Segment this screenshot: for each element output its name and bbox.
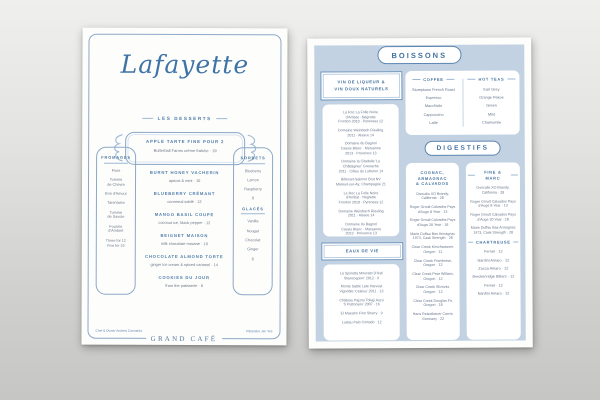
- hot-teas-list: [463, 87, 519, 125]
- fromage-item: Brin d'Amour: [105, 191, 127, 196]
- cognac-armagnac-box: [406, 163, 460, 340]
- dessert-item: [122, 212, 247, 225]
- eaux-de-vie-header: [321, 242, 403, 260]
- cognac-entry: Osocalis XO Brandy, California · 28: [415, 191, 450, 201]
- item-name: BLUEBERRY CRÉMANT: [153, 190, 216, 197]
- chef-credit: Chef & Owner Andrew Carmellini: [95, 328, 143, 333]
- hot-teas-header: [463, 76, 519, 82]
- fromages-title: FROMAGES: [101, 154, 131, 160]
- sorbet-item: Raspberry: [244, 187, 262, 192]
- dash-ornament: [514, 241, 519, 242]
- chartreuse-item: Nardini Amaro · 12: [477, 258, 510, 263]
- dash-ornament: [467, 79, 475, 80]
- coffee-item: Macchiato: [424, 104, 443, 109]
- fromage-item: Tomme de Savoie: [107, 210, 125, 220]
- chartreuse-item: Nardini Amaro · 12: [477, 291, 510, 296]
- chartreuse-item: Zucca Amaro · 12: [478, 266, 509, 271]
- dessert-item: [122, 191, 247, 204]
- tea-item: Mint: [487, 112, 496, 117]
- coffee-section: [405, 77, 461, 130]
- chartreuse-section: [468, 239, 518, 296]
- tea-item: Earl Grey: [483, 87, 500, 92]
- eaux-de-vie-list-box: [323, 264, 399, 340]
- coffee-item: Latte: [429, 121, 438, 126]
- cognac-entry: Clear Creek Douglas Fir, Oregon · 18: [413, 298, 453, 308]
- boissons-badge: BOISSONS: [377, 46, 461, 64]
- section-title: LES DESSERTS: [157, 115, 212, 122]
- featured-dessert-box: [125, 132, 245, 165]
- glace-item: Nougat: [246, 228, 259, 233]
- item-desc: apricot & mint · 10: [168, 177, 201, 183]
- item-desc: milk chocolate mousse · 10: [160, 240, 208, 246]
- fromage-item: Fiore: [111, 168, 121, 173]
- fine-marc-header: [468, 169, 518, 180]
- fromage-item: Fourme d'Ambert: [108, 224, 124, 234]
- featured-dessert-name: APPLE TARTE FINE POUR 2: [145, 138, 225, 145]
- cognac-entry: Roger Groult Calvados Pays d'Auge 8 Year · 13: [409, 204, 456, 214]
- cognac-entry: Clear Creek Framboise, Oregon · 12: [413, 258, 452, 268]
- coffee-header: [405, 77, 461, 83]
- dessert-item: [122, 170, 247, 183]
- wine-entry: Domaine la Citadelle 'Le Châtaignier' Grenache 2011 · Côtes du Luberon 14: [338, 159, 384, 174]
- cognac-list: [408, 192, 458, 322]
- cognac-entry: Marie Duffau Bas Armagnac 1973, Cask Strength · 28: [410, 231, 456, 241]
- item-name: COOKIES DU JOUR: [158, 275, 210, 281]
- vin-liqueur-header: [320, 71, 402, 100]
- coffee-tea-box: [405, 70, 519, 135]
- digestifs-badge: DIGESTIFS: [425, 141, 501, 156]
- cognac-entry: Clear Creek Slivovitz, Oregon · 12: [415, 285, 451, 294]
- hot-teas-section: [463, 76, 519, 129]
- sorbet-item: Lemon: [247, 178, 259, 183]
- vin-liqueur-list-box: [323, 104, 400, 236]
- tea-item: Chamomile: [482, 120, 502, 125]
- cognac-entry: Clear Creek Pear William, Oregon · 12: [412, 271, 454, 281]
- chartreuse-item: Fernet · 12: [484, 283, 503, 288]
- fromage-item: Tarentaise: [107, 200, 125, 206]
- eaux-entry: Monte Sablé Late Harvest Vignoble 'Celsius' 2011 · 13: [339, 284, 384, 294]
- item-desc: from the patisserie · 8: [165, 282, 203, 289]
- vin-liqueur-title: VIN DE LIQUEUR & VIN DOUX NATURELS: [334, 79, 389, 91]
- tea-item: Green: [486, 103, 497, 109]
- divider: [104, 162, 128, 163]
- glaces-title: GLACÉS: [242, 206, 264, 212]
- dessert-item: [122, 233, 247, 246]
- lafayette-logo: Lafayette: [120, 49, 250, 80]
- fromage-item: Tomme de Chèvre: [107, 177, 125, 187]
- dash-ornament: [216, 118, 227, 119]
- item-desc: coconut ice, black pepper · 12: [158, 219, 211, 225]
- dash-ornament: [447, 79, 455, 80]
- divider: [241, 163, 265, 164]
- dash-ornament: [143, 118, 154, 119]
- fine-marc-title: FINE & MARC: [484, 169, 502, 181]
- fine-marc-entry: Osocalis XO Brandy, California · 28: [476, 185, 510, 195]
- desserts-list: [122, 170, 247, 297]
- glace-item: Chocolat: [245, 238, 261, 243]
- chartreuse-item: Breckenridge Bitters · 12: [472, 274, 515, 280]
- fine-marc-list: [468, 186, 518, 236]
- sorbet-item: Blueberry: [244, 168, 262, 173]
- chartreuse-list: [468, 250, 518, 296]
- fine-marc-chartreuse-box: [466, 162, 521, 339]
- fine-marc-entry: Marie Duffau Bas Armagnac 1973, Cask Strength · 28: [470, 225, 516, 235]
- wine-entry: Domaine du Bagnol Cassis Blanc · Marsanne 2013 · Provence 13: [340, 141, 381, 156]
- coffee-item: Stumptown French Roast: [412, 87, 455, 92]
- coffee-item: Espresso: [425, 95, 442, 100]
- fine-marc-entry: Roger Groult Calvados Pays d'Auge 20 Year · 18: [470, 212, 516, 222]
- item-name: CHOCOLATE ALMOND TORTE: [144, 254, 224, 260]
- eaux-entry: Château Pajzos Tokaji Aszú '5 Puttonyos' 2007 · 16: [339, 297, 384, 307]
- coffee-title: COFFEE: [423, 76, 444, 82]
- dash-ornament: [507, 79, 515, 80]
- cognac-entry: Hans Reisetbauer Carrot, Germany · 22: [412, 311, 454, 321]
- dessert-item: [122, 254, 247, 267]
- item-desc: cornmeal sablé · 12: [167, 198, 202, 204]
- sorbets-title: SORBETS: [240, 155, 266, 161]
- glace-item: Ginger: [247, 247, 259, 252]
- grand-cafe-wordmark: GRAND CAFÉ: [146, 334, 223, 342]
- glace-item: Vanilla: [247, 219, 259, 224]
- cognac-entry: Roger Groult Calvados Pays d'Auge 20 Year · 18: [409, 218, 456, 228]
- eaux-entry: El Maestro Fino Sherry · 9: [340, 311, 383, 316]
- dessert-item: [122, 275, 247, 288]
- item-name: BEIGNET MAISON: [160, 233, 209, 239]
- featured-dessert-desc: Butterball Farms crème fraîche · 19: [153, 147, 217, 153]
- hot-teas-title: HOT TEAS: [478, 76, 505, 82]
- fromages-pricing: Three for 12 Five for 19: [105, 238, 126, 249]
- wine-entry: Domaine Weinbach Riesling 2011 · Alsace 14: [338, 128, 384, 138]
- chartreuse-item: Fernet · 12: [484, 249, 503, 254]
- eaux-de-vie-title: EAUX DE VIE: [345, 248, 379, 254]
- dash-ornament: [468, 242, 473, 243]
- cognac-entry: Clear Creek Kirschwasser, Oregon · 11: [411, 244, 454, 254]
- dash-ornament: [511, 175, 518, 176]
- glaces-price: 8: [251, 256, 254, 261]
- eaux-entry: La Spinetta Moscato D'Asti 'Biancospino' 2012 · 9: [339, 271, 383, 281]
- wine-entry: Le Roc La Folle Noire d'Ambat · Négrette Fronton 2010 · Pyrenees 12: [338, 190, 384, 205]
- chartreuse-title: CHARTREUSE: [475, 239, 511, 245]
- eaux-entry: Lustau Palo Cortado · 12: [341, 319, 382, 325]
- coffee-item: Cappuccino: [423, 112, 444, 117]
- les-desserts-header: [82, 116, 287, 122]
- boissons-menu-page: [307, 37, 533, 348]
- patissiere-credit: Pâtissière Jen Yee: [246, 329, 273, 334]
- chartreuse-header: [468, 239, 518, 245]
- wine-entry: Domaine du Bagnol Cassis Blanc · Marsanne 2013 · Provence 13: [341, 222, 382, 236]
- wine-entry: Domaine Weinbach Riesling 2011 · Alsace 14: [338, 208, 384, 218]
- item-name: MANGO BASIL COUPE: [154, 212, 215, 218]
- sorbets-price: 8: [251, 196, 255, 201]
- dessert-menu-page: [81, 28, 287, 346]
- item-name: BURNT HONEY VACHERIN: [149, 169, 220, 176]
- dash-ornament: [468, 175, 475, 176]
- cognac-title: COGNAC, ARMAGNAC & CALVADOS: [416, 169, 449, 187]
- cognac-header: [408, 170, 457, 187]
- wine-entry: Billecart-Salmon Brut NV Mareuil-sur-Aÿ, Champagne 21: [335, 177, 386, 187]
- fine-marc-entry: Roger Groult Calvados Pays d'Auge 8 Year · 13: [470, 199, 516, 208]
- dash-ornament: [412, 79, 420, 80]
- coffee-list: [405, 87, 461, 125]
- tea-item: Orange Pekoe: [479, 95, 504, 100]
- item-desc: ginger ice cream & spiced caramel · 14: [150, 261, 218, 268]
- wine-entry: Le Roc La Folle Noire d'Ambat · Négrette Fronton 2010 · Pyrenees 12: [338, 110, 384, 124]
